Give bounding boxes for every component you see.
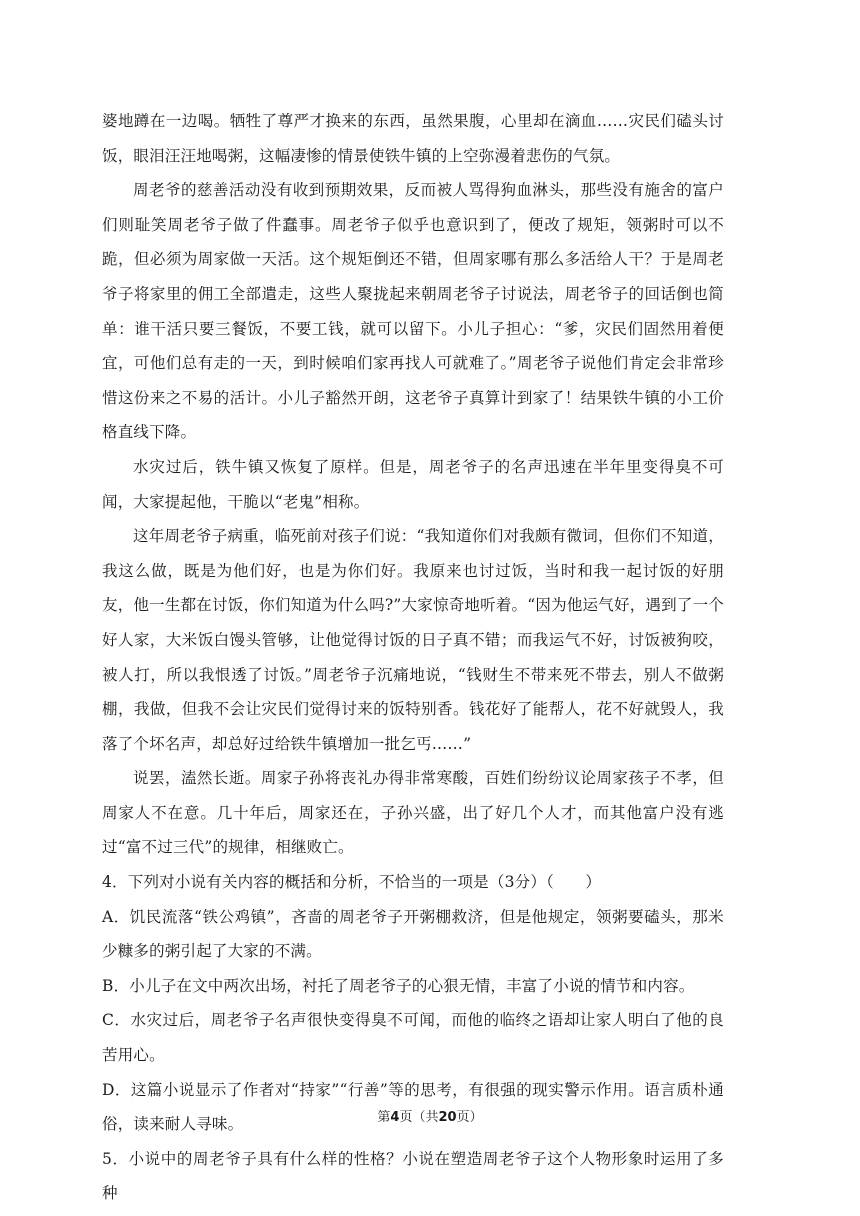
question-5-stem: 5．小说中的周老爷子具有什么样的性格？小说在塑造周老爷子这个人物形象时运用了多种 (102, 1149, 724, 1203)
question-4-option-c: C．水灾过后，周老爷子名声很快变得臭不可闻，而他的临终之语却让家人明白了他的良苦用心。 (102, 1011, 724, 1065)
question-4-option-b: B．小儿子在文中两次出场，衬托了周老爷子的心狠无情，丰富了小说的情节和内容。 (102, 976, 695, 995)
question-4-stem: 4．下列对小说有关内容的概括和分析，不恰当的一项是（3分）（ ） (102, 873, 602, 892)
paragraph: 水灾过后，铁牛镇又恢复了原样。但是，周老爷子的名声迅速在半年里变得臭不可闻，大家提起他，干脆以“老鬼”相称。 (102, 457, 724, 511)
footer-suffix: 页） (456, 1110, 483, 1125)
paragraph: 周老爷的慈善活动没有收到预期效果，反而被人骂得狗血淋头，那些没有施舍的富户们则耻笑周老爷子做了件蠢事。周老爷子似乎也意识到了，便改了规矩，领粥时可以不跪，但必须为周家做一天活。这个规矩倒还不错，但周家哪有那么多活给人干？于是周老爷子将家里的佣工全部遣走，这些人聚拢起来朝周老爷子讨说法，周老爷子的回话倒也简单：谁干活只要三餐饭，不要工钱，就可以留下。小儿子担心：“爹，灾民们固然用着便宜，可他们总有走的一天，到时候咱们家再找人可就难了。”周老爷子说他们肯定会非常珍惜这份来之不易的活计。小儿子豁然开朗，这老爷子真算计到家了！结果铁牛镇的小工价格直线下降。 (102, 181, 724, 442)
question-4-option-d: D．这篇小说显示了作者对“持家”“行善”等的思考，有很强的现实警示作用。语言质朴通俗，读来耐人寻味。 (102, 1080, 724, 1134)
footer-middle: 页（共 (399, 1110, 439, 1125)
footer-prefix: 第 (377, 1110, 391, 1125)
footer-page-number: 4 (390, 1110, 400, 1125)
paragraph-continued: 婆地蹲在一边喝。牺牲了尊严才换来的东西，虽然果腹，心里却在滴血……灾民们磕头讨饭，眼泪汪汪地喝粥，这幅凄惨的情景使铁牛镇的上空弥漫着悲伤的气氛。 (102, 112, 724, 165)
footer-total-pages: 20 (438, 1110, 457, 1125)
page-content (102, 104, 724, 1211)
question-4-option-a: A．饥民流落“铁公鸡镇”，吝啬的周老爷子开粥棚救济，但是他规定，领粥要磕头，那米少糠多的粥引起了大家的不满。 (102, 907, 724, 961)
page-footer (0, 1108, 860, 1128)
paragraph: 这年周老爷子病重，临死前对孩子们说：“我知道你们对我颇有微词，但你们不知道，我这么做，既是为他们好，也是为你们好。我原来也讨过饭，当时和我一起讨饭的好朋友，他一生都在讨饭，你们知道为什么吗?”大家惊奇地听着。“因为他运气好，遇到了一个好人家，大米饭白馒头管够，让他觉得讨饭的日子真不错；而我运气不好，讨饭被狗咬，被人打，所以我恨透了讨饭。”周老爷子沉痛地说，“钱财生不带来死不带去，别人不做粥棚，我做，但我不会让灾民们觉得讨来的饭特别香。钱花好了能帮人，花不好就毁人，我落了个坏名声，却总好过给铁牛镇增加一批乞丐……” (102, 527, 724, 753)
paragraph: 说罢，溘然长逝。周家子孙将丧礼办得非常寒酸，百姓们纷纷议论周家孩子不孝，但周家人不在意。几十年后，周家还在，子孙兴盛，出了好几个人才，而其他富户没有逃过“富不过三代”的规律，相继败亡。 (102, 769, 724, 857)
